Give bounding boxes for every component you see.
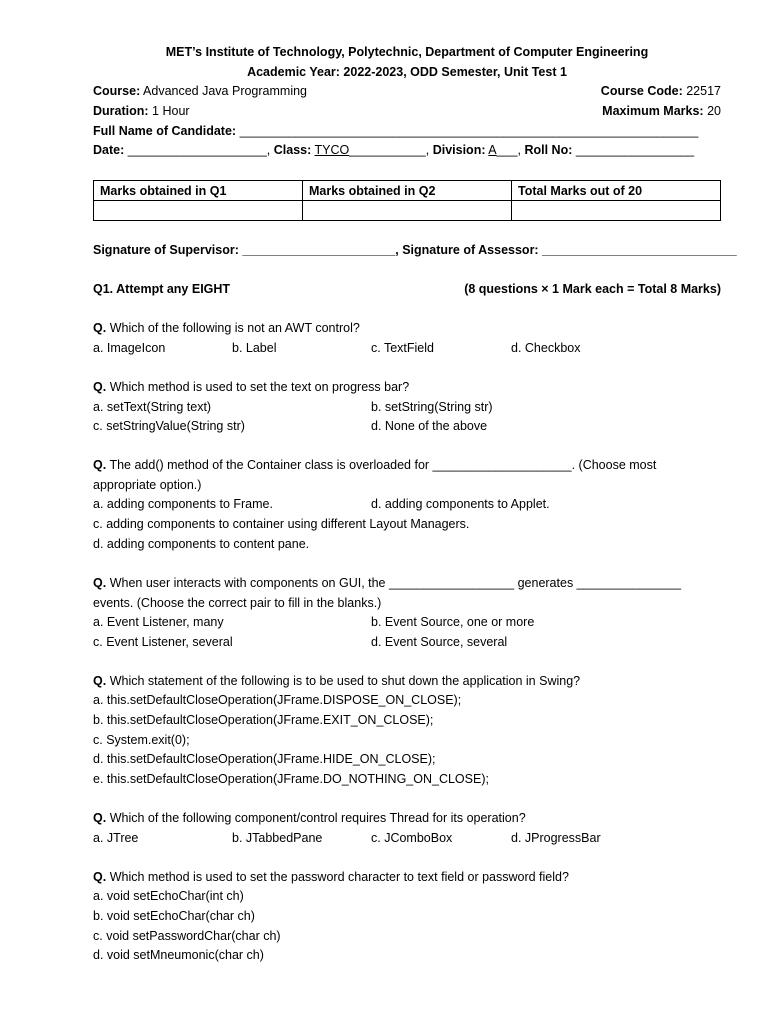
marks-q1-header: Marks obtained in Q1 [94, 181, 303, 201]
marks-table [93, 180, 721, 221]
option-c: c. Event Listener, several [93, 635, 233, 649]
candidate-name-label: Full Name of Candidate: [93, 124, 237, 138]
question-prefix: Q. [93, 458, 107, 472]
question-prefix: Q. [93, 674, 107, 688]
duration-row [93, 101, 721, 121]
question-text: Which of the following component/control requires Thread for its operation? [109, 811, 526, 825]
question-4-options-row2 [93, 632, 721, 652]
question-5 [93, 671, 721, 691]
academic-year: Academic Year: 2022-2023, ODD Semester, Unit Test 1 [247, 65, 567, 79]
option-b: b. JTabbedPane [232, 831, 323, 845]
option-d: d. Event Source, several [371, 635, 508, 649]
question-3-options-row1 [93, 494, 721, 514]
duration-value: 1 Hour [152, 104, 190, 118]
class-value: TYCO [314, 143, 350, 157]
marks-q2-cell[interactable] [303, 201, 512, 221]
question-1 [93, 318, 721, 338]
class-label: Class: [273, 143, 312, 157]
question-prefix: Q. [93, 811, 107, 825]
division-label: Division: [432, 143, 486, 157]
question-text: Which method is used to set the password character to text field or password field? [109, 870, 569, 884]
course-value: Advanced Java Programming [143, 84, 308, 98]
option-b: b. Label [232, 341, 277, 355]
option-b: b. void setEchoChar(char ch) [93, 909, 255, 923]
option-c: c. TextField [371, 341, 434, 355]
option-c: c. System.exit(0); [93, 733, 190, 747]
course-code [601, 81, 721, 101]
question-prefix: Q. [93, 321, 107, 335]
course-code-value: 22517 [686, 84, 721, 98]
question-text: Which method is used to set the text on progress bar? [109, 380, 410, 394]
option-b: b. this.setDefaultCloseOperation(JFrame.EXIT_ON_CLOSE); [93, 713, 434, 727]
date-field[interactable]: ____________________, [127, 143, 271, 157]
question-2 [93, 377, 721, 397]
date-row [93, 140, 721, 160]
max-marks [602, 101, 721, 121]
option-c: c. void setPasswordChar(char ch) [93, 929, 281, 943]
duration-label: Duration: [93, 104, 149, 118]
question-text: The add() method of the Container class is overloaded for ____________________. (Choose most [109, 458, 657, 472]
question-2-options-row1 [93, 397, 721, 417]
question-4-options-row1 [93, 612, 721, 632]
option-a: a. this.setDefaultCloseOperation(JFrame.DISPOSE_ON_CLOSE); [93, 693, 462, 707]
option-d: d. None of the above [371, 419, 488, 433]
division-blank: ___, [496, 143, 521, 157]
course-code-label: Course Code: [600, 84, 683, 98]
question-7 [93, 867, 721, 887]
option-c: c. adding components to container using different Layout Managers. [93, 517, 470, 531]
course-label: Course: [93, 84, 141, 98]
marks-header-row [94, 181, 721, 201]
option-b: b. setString(String str) [371, 400, 493, 414]
option-a: a. void setEchoChar(int ch) [93, 889, 244, 903]
option-c: c. JComboBox [371, 831, 453, 845]
option-d: d. Checkbox [511, 341, 581, 355]
roll-label: Roll No: [524, 143, 573, 157]
candidate-name-field[interactable]: __________________________________________________________________ [239, 124, 699, 138]
class-blank: ___________, [349, 143, 430, 157]
option-a: a. Event Listener, many [93, 615, 224, 629]
course-row [93, 81, 721, 101]
max-marks-label: Maximum Marks: [602, 104, 704, 118]
option-d: d. JProgressBar [511, 831, 601, 845]
option-d: d. this.setDefaultCloseOperation(JFrame.HIDE_ON_CLOSE); [93, 752, 436, 766]
option-b: d. adding components to Applet. [371, 497, 550, 511]
question-text: When user interacts with components on GUI, the __________________ generates _______________ [109, 576, 681, 590]
section-marks: (8 questions × 1 Mark each = Total 8 Marks) [464, 282, 721, 296]
option-b: b. Event Source, one or more [371, 615, 535, 629]
marks-total-header: Total Marks out of 20 [512, 181, 721, 201]
option-a: a. setText(String text) [93, 400, 212, 414]
option-d: d. adding components to content pane. [93, 537, 310, 551]
question-text: Which statement of the following is to be used to shut down the application in Swing? [109, 674, 581, 688]
candidate-name-row [93, 121, 721, 141]
section-heading [93, 279, 721, 299]
question-4-text-cont: events. (Choose the correct pair to fill in the blanks.) [93, 596, 382, 610]
option-e: e. this.setDefaultCloseOperation(JFrame.DO_NOTHING_ON_CLOSE); [93, 772, 489, 786]
question-prefix: Q. [93, 870, 107, 884]
max-marks-value: 20 [707, 104, 721, 118]
marks-value-row [94, 201, 721, 221]
roll-field[interactable]: _________________ [575, 143, 695, 157]
signature-row: Signature of Supervisor: ______________________, Signature of Assessor: ____________________________ [93, 243, 737, 257]
question-prefix: Q. [93, 576, 107, 590]
question-4 [93, 573, 721, 593]
question-text: Which of the following is not an AWT control? [109, 321, 360, 335]
marks-q1-cell[interactable] [94, 201, 303, 221]
question-3-text-cont: appropriate option.) [93, 478, 202, 492]
question-6-options [93, 828, 721, 848]
date-label: Date: [93, 143, 125, 157]
question-6 [93, 808, 721, 828]
question-prefix: Q. [93, 380, 107, 394]
option-a: a. JTree [93, 831, 139, 845]
question-1-options [93, 338, 721, 358]
institute-title: MET’s Institute of Technology, Polytechnic, Department of Computer Engineering [165, 45, 649, 59]
section-title: Q1. Attempt any EIGHT [93, 282, 231, 296]
question-3 [93, 455, 721, 475]
question-2-options-row2 [93, 416, 721, 436]
marks-total-cell[interactable] [512, 201, 721, 221]
division-value: A [488, 143, 497, 157]
marks-q2-header: Marks obtained in Q2 [303, 181, 512, 201]
option-d: d. void setMneumonic(char ch) [93, 948, 264, 962]
option-a: a. ImageIcon [93, 341, 166, 355]
option-a: a. adding components to Frame. [93, 497, 273, 511]
option-c: c. setStringValue(String str) [93, 419, 245, 433]
